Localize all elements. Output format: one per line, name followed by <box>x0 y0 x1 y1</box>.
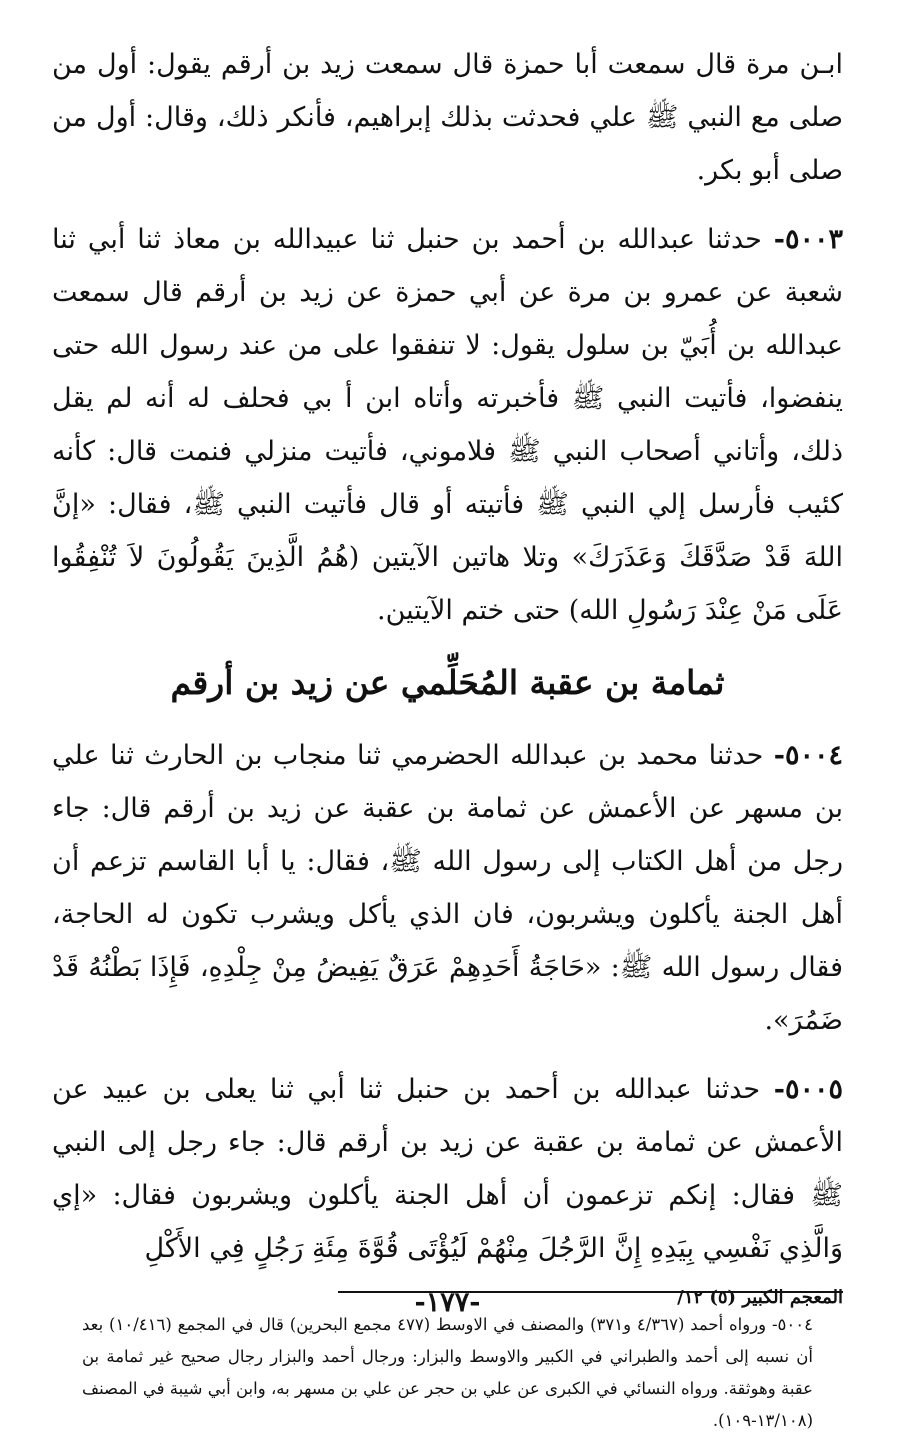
series-title: المعجم الكبير (٥) ١٢/ <box>677 1287 843 1308</box>
paragraph-text: ابـن مرة قال سمعت أبا حمزة قال سمعت زيد بن أرقم يقول: أول من صلى مع النبي ﷺ علي فحدثت بذلك إبراهيم، فأنكر ذلك، وقال: أول من صلى أبو بكر. <box>52 49 843 186</box>
hadith-number: ٥٠٠٥- <box>773 1074 843 1105</box>
hadith-5004 <box>52 729 843 1047</box>
page-footer <box>52 1283 843 1323</box>
hadith-text: حدثنا عبدالله بن أحمد بن حنبل ثنا عبيدالله بن معاذ ثنا أبي ثنا شعبة عن عمرو بن مرة عن أبي حمزة عن زيد بن أرقم قال سمعت عبدالله بن أُبَيّ بن سلول يقول: لا تنفقوا على من عند رسول الله حتى ينفضوا، فأتيت النبي ﷺ فأخبرته وأتاه ابن أ بي فحلف له أنه لم يقل ذلك، وأتاني أصحاب النبي ﷺ فلاموني، فأتيت منزلي فنمت قال: كأنه كئيب فأرسل إلي النبي ﷺ فأتيته أو قال فأتيت النبي ﷺ، فقال: «إنَّ اللهَ قَدْ صَدَّقَكَ وَعَذَرَكَ» وتلا هاتين الآيتين (هُمُ الَّذِينَ يَقُولُونَ لاَ تُنْفِقُوا عَلَى مَنْ عِنْدَ رَسُولِ الله) حتى ختم الآيتين. <box>52 224 843 626</box>
hadith-text: حدثنا عبدالله بن أحمد بن حنبل ثنا أبي ثنا يعلى بن عبيد عن الأعمش عن ثمامة بن عقبة عن زيد بن أرقم قال: جاء رجل إلى النبي ﷺ فقال: إنكم تزعمون أن أهل الجنة يأكلون ويشربون فقال: «إي وَالَّذِي نَفْسِي بِيَدِهِ إِنَّ الرَّجُلَ مِنْهُمْ لَيُؤْتَى قُوَّةَ مِئَةِ رَجُلٍ فِي الأَكْلِ <box>52 1074 843 1264</box>
hadith-text: حدثنا محمد بن عبدالله الحضرمي ثنا منجاب بن الحارث ثنا علي بن مسهر عن الأعمش عن ثمامة بن عقبة عن زيد بن أرقم قال: جاء رجل من أهل الكتاب إلى رسول الله ﷺ، فقال: يا أبا القاسم تزعم أن أهل الجنة يأكلون ويشربون، فان الذي يأكل ويشرب تكون له الحاجة، فقال رسول الله ﷺ: «حَاجَةُ أَحَدِهِمْ عَرَقٌ يَفِيضُ مِنْ جِلْدِهِ، فَإِذَا بَطْنُهُ قَدْ ضَمُرَ». <box>52 740 843 1036</box>
section-heading: ثمامة بن عقبة المُحَلِّمي عن زيد بن أرقم <box>170 663 725 702</box>
hadith-5003 <box>52 213 843 637</box>
hadith-5005 <box>52 1063 843 1275</box>
page-number: -١٧٧- <box>414 1287 481 1318</box>
footnote: ٥٠٠٤- ورواه أحمد (٤/٣٦٧ و٣٧١) والمصنف في الاوسط (٤٧٧ مجمع البحرين) قال في المجمع (١٠/٤١٦) بعد أن نسبه إلى أحمد والطبراني في الكبير والاوسط والبزار: ورجال أحمد والبزار رجال صحيح غير ثمامة بن عقبة وهوثقة. ورواه النسائي في الكبرى عن علي بن حجر عن علي بن مسهر به، وابن أبي شيبة في المصنف (١٣/١٠٨-١٠٩). <box>82 1315 813 1430</box>
main-text <box>52 38 843 1275</box>
hadith-number: ٥٠٠٤- <box>773 740 843 771</box>
paragraph-continuation <box>52 38 843 197</box>
hadith-number: ٥٠٠٣- <box>773 224 843 255</box>
